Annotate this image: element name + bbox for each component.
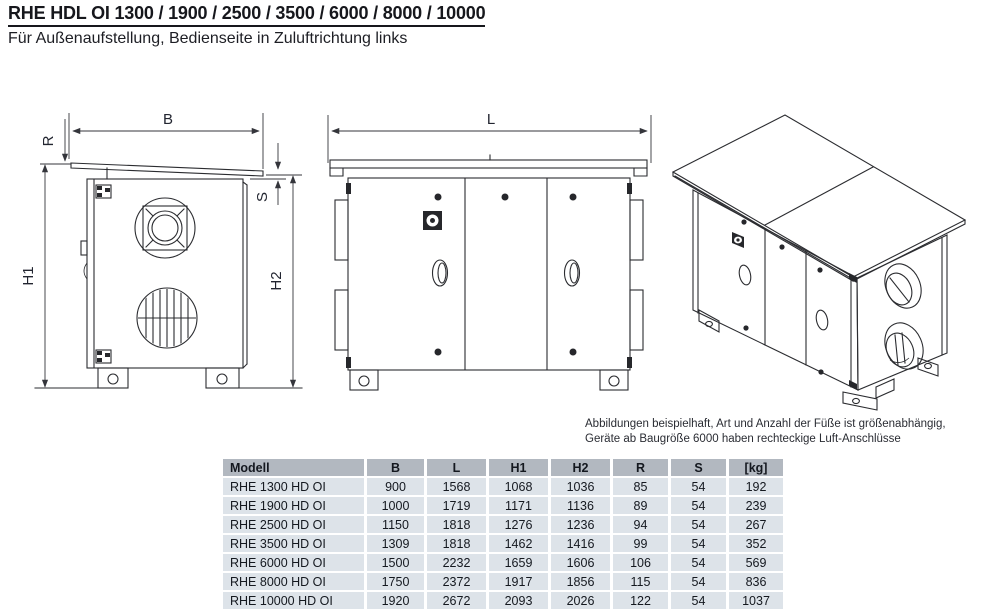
value-cell: 106 [613,554,668,571]
table-row [223,535,783,552]
table-row [223,554,783,571]
rotary-switch [732,232,744,248]
model-cell: RHE 3500 HD OI [223,535,364,552]
value-cell: 1150 [367,516,424,533]
grille-port [137,288,197,348]
value-cell: 352 [729,535,783,552]
roof-panel [330,155,647,176]
door-handle [738,264,830,331]
value-cell: 267 [729,516,783,533]
value-cell: 2026 [551,592,610,609]
page-title: RHE HDL OI 1300 / 1900 / 2500 / 3500 / 6000 / 8000 / 10000 [8,3,485,27]
unit-body [693,190,947,410]
dimension-S [250,143,286,205]
value-cell: 85 [613,478,668,495]
col-header-s: S [671,459,726,476]
note-line-1: Abbildungen beispielhaft, Art und Anzahl der Füße ist größenabhängig, [585,418,946,430]
isometric-view-drawing [646,106,1000,424]
value-cell: 569 [729,554,783,571]
value-cell: 1068 [489,478,548,495]
value-cell: 1171 [489,497,548,514]
value-cell: 900 [367,478,424,495]
model-cell: RHE 10000 HD OI [223,592,364,609]
table-header-row [223,459,783,476]
value-cell: 2093 [489,592,548,609]
table-row [223,497,783,514]
roof-panel [71,163,263,179]
col-header-h2: H2 [551,459,610,476]
model-cell: RHE 1900 HD OI [223,497,364,514]
model-cell: RHE 1300 HD OI [223,478,364,495]
value-cell: 54 [671,478,726,495]
value-cell: 1309 [367,535,424,552]
door-handle [433,260,580,286]
value-cell: 2372 [427,573,486,590]
value-cell: 1568 [427,478,486,495]
note-text [585,417,946,447]
value-cell: 1856 [551,573,610,590]
value-cell: 1000 [367,497,424,514]
page-subtitle: Für Außenaufstellung, Bedienseite in Zuluftrichtung links [8,30,408,47]
dim-label-s: S [254,191,271,203]
value-cell: 1276 [489,516,548,533]
value-cell: 1818 [427,516,486,533]
rotary-switch [423,211,442,230]
unit-body [35,179,302,388]
dim-label-r: R [40,135,57,147]
value-cell: 1136 [551,497,610,514]
table-row [223,573,783,590]
value-cell: 1818 [427,535,486,552]
model-cell: RHE 6000 HD OI [223,554,364,571]
side-view-drawing [313,93,663,405]
foot [350,370,628,390]
dimension-R [40,119,71,164]
value-cell: 54 [671,573,726,590]
value-cell: 115 [613,573,668,590]
value-cell: 1750 [367,573,424,590]
value-cell: 1416 [551,535,610,552]
table-row [223,478,783,495]
dim-label-b: B [162,111,174,128]
model-cell: RHE 2500 HD OI [223,516,364,533]
value-cell: 89 [613,497,668,514]
col-header-modell: Modell [223,459,364,476]
duct-flange [335,200,643,350]
roof-panel [673,115,965,281]
value-cell: 1036 [551,478,610,495]
round-duct-port [135,198,195,258]
model-cell: RHE 8000 HD OI [223,573,364,590]
value-cell: 1719 [427,497,486,514]
dimension-H2 [266,175,302,387]
dim-label-l: L [486,111,496,128]
table-row [223,592,783,609]
value-cell: 2672 [427,592,486,609]
value-cell: 54 [671,497,726,514]
value-cell: 1500 [367,554,424,571]
value-cell: 94 [613,516,668,533]
value-cell: 2232 [427,554,486,571]
spec-table-body [223,478,783,609]
spec-table [220,457,786,611]
value-cell: 239 [729,497,783,514]
dim-label-h2: H2 [268,271,285,291]
value-cell: 1236 [551,516,610,533]
value-cell: 1920 [367,592,424,609]
value-cell: 54 [671,516,726,533]
value-cell: 1606 [551,554,610,571]
value-cell: 1037 [729,592,783,609]
front-view-drawing [10,93,312,405]
value-cell: 192 [729,478,783,495]
value-cell: 1462 [489,535,548,552]
round-duct-port [878,258,930,375]
value-cell: 122 [613,592,668,609]
table-row [223,516,783,533]
value-cell: 1659 [489,554,548,571]
dimension-B [69,111,263,169]
value-cell: 836 [729,573,783,590]
value-cell: 54 [671,554,726,571]
dimension-H1 [20,165,45,387]
col-header-h1: H1 [489,459,548,476]
value-cell: 54 [671,535,726,552]
unit-body [335,178,643,390]
col-header-l: L [427,459,486,476]
foot [98,368,239,388]
value-cell: 1917 [489,573,548,590]
note-line-2: Geräte ab Baugröße 6000 haben rechteckige Luft-Anschlüsse [585,433,901,445]
value-cell: 99 [613,535,668,552]
col-header-kg: [kg] [729,459,783,476]
dim-label-h1: H1 [20,266,37,286]
col-header-b: B [367,459,424,476]
value-cell: 54 [671,592,726,609]
col-header-r: R [613,459,668,476]
